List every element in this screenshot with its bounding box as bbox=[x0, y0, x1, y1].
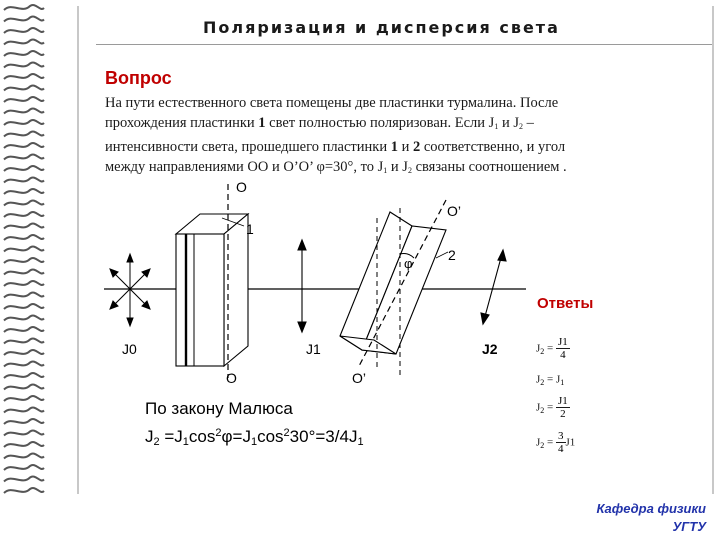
binding-ring bbox=[4, 419, 44, 424]
answer-option-4[interactable]: $J_2$ = $\frac{3}{4}$ J1 bbox=[536, 430, 576, 455]
label-O2-top: O’ bbox=[447, 203, 461, 219]
plate2-leader bbox=[436, 252, 448, 258]
binding-ring bbox=[4, 212, 44, 217]
binding-ring bbox=[4, 109, 44, 114]
binding-ring bbox=[4, 396, 44, 401]
binding-ring bbox=[4, 155, 44, 160]
binding-ring bbox=[4, 442, 44, 447]
label-plate-1: 1 bbox=[246, 221, 254, 237]
binding-ring bbox=[4, 235, 44, 240]
spiral-binding bbox=[0, 0, 48, 500]
label-O2-bottom: O’ bbox=[352, 370, 366, 386]
binding-ring bbox=[4, 339, 44, 344]
binding-ring bbox=[4, 132, 44, 137]
question-heading: Вопрос bbox=[105, 68, 172, 88]
footer-line-1: Кафедра физики bbox=[596, 501, 706, 516]
label-J1: J1 bbox=[306, 341, 321, 357]
solution-formula: $J_2 =J_1\cos^2\varphi=J_1\cos^230^\circ=3/4J_1$ bbox=[145, 427, 364, 448]
label-O-bottom: O bbox=[226, 370, 237, 386]
department-footer bbox=[597, 500, 706, 536]
binding-ring bbox=[4, 120, 44, 125]
binding-ring bbox=[4, 465, 44, 470]
binding-ring bbox=[4, 293, 44, 298]
binding-ring bbox=[4, 166, 44, 171]
question-line-2: прохождения пластинки 1 свет полностью поляризован. Если $J_1$ и $J_2$ – bbox=[105, 115, 534, 131]
question-text bbox=[105, 93, 705, 181]
question-line-1: На пути естественного света помещены две пластинки турмалина. После bbox=[105, 95, 559, 111]
binding-ring bbox=[4, 408, 44, 413]
J1-polarization-arrow bbox=[298, 240, 306, 332]
binding-ring bbox=[4, 454, 44, 459]
solution-text bbox=[145, 396, 364, 455]
binding-ring bbox=[4, 86, 44, 91]
binding-ring bbox=[4, 373, 44, 378]
binding-ring bbox=[4, 431, 44, 436]
binding-ring bbox=[4, 5, 44, 10]
label-O-top: O bbox=[236, 179, 247, 195]
binding-ring bbox=[4, 201, 44, 206]
label-phi: φ bbox=[404, 256, 413, 271]
binding-ring bbox=[4, 28, 44, 33]
binding-ring bbox=[4, 488, 44, 493]
binding-ring bbox=[4, 385, 44, 390]
binding-ring bbox=[4, 247, 44, 252]
natural-light-symbol bbox=[106, 254, 154, 326]
binding-ring bbox=[4, 224, 44, 229]
binding-ring bbox=[4, 17, 44, 22]
binding-ring bbox=[4, 327, 44, 332]
binding-ring bbox=[4, 189, 44, 194]
answer-option-2[interactable]: $J_2 = J_1$ bbox=[536, 373, 565, 387]
solution-line-1: По закону Малюса bbox=[145, 399, 293, 418]
binding-ring bbox=[4, 143, 44, 148]
answers-heading: Ответы bbox=[537, 295, 594, 312]
tourmaline-plate-1 bbox=[176, 214, 248, 366]
binding-ring bbox=[4, 362, 44, 367]
J2-polarization-arrow bbox=[481, 250, 506, 324]
binding-ring bbox=[4, 74, 44, 79]
footer-line-2: УГТУ bbox=[672, 519, 706, 534]
label-plate-2: 2 bbox=[448, 247, 456, 263]
binding-ring bbox=[4, 178, 44, 183]
answer-option-3[interactable]: $J_2$ = $\frac{J1}{2}$ bbox=[536, 395, 568, 420]
question-line-3: интенсивности света, прошедшего пластинки 1 и 2 соответственно, и угол bbox=[105, 139, 566, 155]
binding-ring bbox=[4, 350, 44, 355]
label-J2: J2 bbox=[482, 341, 498, 357]
question-line-4: между направлениями OO и O’O’ φ=30°, то $J_1$ и $J_2$ связаны соотношением . bbox=[105, 159, 567, 175]
page-title: Поляризация и дисперсия света bbox=[203, 18, 560, 37]
title-divider bbox=[96, 44, 712, 45]
binding-ring bbox=[4, 270, 44, 275]
answer-option-1[interactable]: $J_2$ = $\frac{J1}{4}$ bbox=[536, 336, 568, 361]
binding-ring bbox=[4, 51, 44, 56]
binding-ring bbox=[4, 40, 44, 45]
binding-ring bbox=[4, 304, 44, 309]
polarization-diagram bbox=[96, 178, 526, 388]
binding-ring bbox=[4, 63, 44, 68]
binding-ring bbox=[4, 281, 44, 286]
binding-ring bbox=[4, 258, 44, 263]
tourmaline-plate-2 bbox=[340, 212, 446, 354]
binding-ring bbox=[4, 97, 44, 102]
binding-ring bbox=[4, 316, 44, 321]
label-J0: J0 bbox=[122, 341, 137, 357]
binding-ring bbox=[4, 477, 44, 482]
